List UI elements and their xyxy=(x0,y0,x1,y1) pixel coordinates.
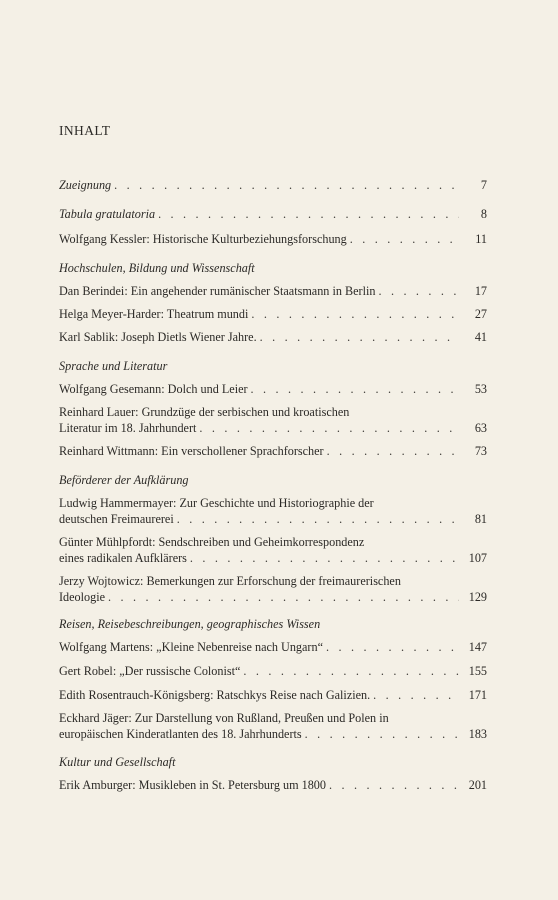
entry-title: Erik Amburger: Musikleben in St. Petersburg um 1800 xyxy=(59,778,326,792)
entry-title: Reinhard Wittmann: Ein verschollener Sprachforscher xyxy=(59,444,324,458)
toc-entry xyxy=(59,688,487,704)
entry-title: Wolfgang Kessler: Historische Kulturbeziehungsforschung xyxy=(59,232,347,246)
page-number: 17 xyxy=(474,284,487,298)
toc-entry xyxy=(59,640,487,656)
toc-entry xyxy=(59,284,487,300)
page-number: 41 xyxy=(474,330,487,344)
toc-entry xyxy=(59,405,487,436)
page-number: 63 xyxy=(474,420,487,435)
toc-entry xyxy=(59,207,487,223)
toc-entry xyxy=(59,778,487,794)
entry-title: Ideologie xyxy=(59,589,106,604)
entry-title: Karl Sablik: Joseph Dietls Wiener Jahre. xyxy=(59,330,257,344)
entry-title: Gert Robel: „Der russische Colonist“ xyxy=(59,664,241,678)
page-number: 183 xyxy=(468,726,487,741)
entry-title-line1: Ludwig Hammermayer: Zur Geschichte und Historiographie der xyxy=(59,496,374,510)
section-heading: Sprache und Literatur xyxy=(59,359,168,373)
entry-title: Edith Rosentrauch-Königsberg: Ratschkys Reise nach Galizien. xyxy=(59,688,371,702)
toc-entry xyxy=(59,535,487,566)
entry-title: Zueignung xyxy=(59,178,112,192)
entry-title: Helga Meyer-Harder: Theatrum mundi xyxy=(59,307,249,321)
page-number: 107 xyxy=(468,550,487,565)
page-number: 147 xyxy=(468,640,487,654)
toc-entry xyxy=(59,711,487,742)
entry-title: eines radikalen Aufklärers xyxy=(59,550,187,565)
entry-title: Literatur im 18. Jahrhundert xyxy=(59,420,197,435)
page-number: 201 xyxy=(468,778,487,792)
page-number: 11 xyxy=(475,232,487,246)
toc-entry xyxy=(59,574,487,605)
entry-title: europäischen Kinderatlanten des 18. Jahrhunderts xyxy=(59,726,302,741)
page-number: 8 xyxy=(480,207,487,221)
section-heading: Reisen, Reisebeschreibungen, geographisches Wissen xyxy=(59,617,321,631)
page-number: 27 xyxy=(474,307,487,321)
page-number: 81 xyxy=(474,511,487,526)
toc-entry xyxy=(59,382,487,398)
page-number: 53 xyxy=(474,382,487,396)
page-number: 129 xyxy=(468,589,487,604)
entry-title: Dan Berindei: Ein angehender rumänischer Staatsmann in Berlin xyxy=(59,284,376,298)
page-number: 155 xyxy=(468,664,487,678)
page-number: 171 xyxy=(468,688,487,702)
page-number: 73 xyxy=(474,444,487,458)
toc-entry xyxy=(59,307,487,323)
toc-entry xyxy=(59,664,487,680)
entry-title-line1: Jerzy Wojtowicz: Bemerkungen zur Erforschung der freimaurerischen xyxy=(59,574,401,588)
toc-entry xyxy=(59,232,487,248)
toc-entry xyxy=(59,444,487,460)
entry-title: Wolfgang Martens: „Kleine Nebenreise nach Ungarn“ xyxy=(59,640,323,654)
toc-entry xyxy=(59,496,487,527)
page-number: 7 xyxy=(480,178,487,192)
entry-title: deutschen Freimaurerei xyxy=(59,511,174,526)
page-title: INHALT xyxy=(59,123,111,138)
entry-title-line1: Günter Mühlpfordt: Sendschreiben und Geheimkorrespondenz xyxy=(59,535,365,549)
toc-entry xyxy=(59,330,487,346)
section-heading: Kultur und Gesellschaft xyxy=(59,755,176,769)
section-heading: Beförderer der Aufklärung xyxy=(59,473,189,487)
entry-title-line1: Eckhard Jäger: Zur Darstellung von Rußland, Preußen und Polen in xyxy=(59,711,389,725)
entry-title: Wolfgang Gesemann: Dolch und Leier xyxy=(59,382,248,396)
entry-title: Tabula gratulatoria xyxy=(59,207,156,221)
entry-title-line1: Reinhard Lauer: Grundzüge der serbischen und kroatischen xyxy=(59,405,350,419)
toc-entry xyxy=(59,178,487,194)
section-heading: Hochschulen, Bildung und Wissenschaft xyxy=(59,261,255,275)
